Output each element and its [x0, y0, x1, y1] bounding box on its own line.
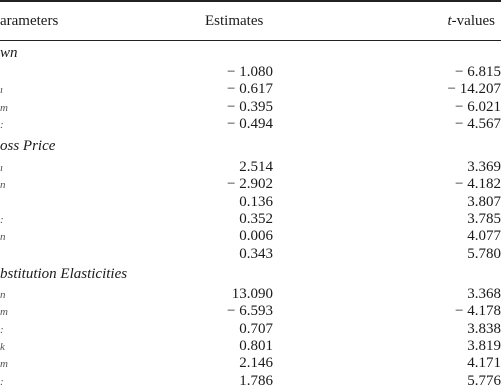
- section-title: oss Price: [0, 138, 56, 154]
- row-label: m: [0, 358, 8, 371]
- t-value-cell: 4.077: [467, 228, 501, 245]
- header-t-rest: -values: [451, 13, 495, 29]
- row-label: n: [0, 179, 6, 192]
- t-value-cell: 3.807: [467, 193, 501, 210]
- header-parameters: arameters: [0, 13, 59, 29]
- estimate-cell: − 1.080: [227, 64, 273, 80]
- t-value-cell: − 4.567: [455, 115, 501, 132]
- row-label: :: [0, 375, 4, 388]
- row-label: ı: [0, 162, 4, 174]
- estimate-cell: 2.146: [239, 355, 273, 372]
- estimate-cell: 0.352: [239, 210, 273, 227]
- t-value-cell: − 14.207: [447, 81, 501, 98]
- t-value-cell: 5.780: [467, 245, 501, 262]
- t-value-cell: 3.819: [467, 337, 501, 354]
- t-value-cell: 3.368: [467, 286, 501, 302]
- header-estimates: Estimates: [205, 13, 264, 29]
- header-t-italic: t: [447, 13, 452, 29]
- estimate-cell: 13.090: [231, 286, 273, 302]
- row-label: :: [0, 323, 4, 336]
- header-t-values: [448, 13, 496, 30]
- estimate-cell: − 0.617: [227, 81, 273, 98]
- row-label: m: [0, 101, 8, 114]
- t-value-cell: 3.785: [467, 210, 501, 227]
- t-value-cell: 5.776: [467, 372, 501, 389]
- estimate-cell: − 0.494: [227, 115, 273, 132]
- estimate-cell: 1.786: [239, 372, 273, 389]
- estimate-cell: − 0.395: [227, 98, 273, 115]
- estimate-cell: 2.514: [239, 159, 273, 175]
- estimate-cell: − 2.902: [227, 176, 273, 193]
- row-label: :: [0, 213, 4, 226]
- row-label: m: [0, 306, 8, 319]
- estimate-cell: 0.707: [239, 320, 273, 337]
- estimate-cell: 0.801: [239, 337, 273, 354]
- t-value-cell: 4.171: [467, 355, 501, 372]
- row-label: :: [0, 118, 4, 131]
- section-title: bstitution Elasticities: [0, 266, 128, 282]
- t-value-cell: 3.369: [467, 159, 501, 175]
- t-value-cell: − 4.178: [455, 303, 501, 320]
- t-value-cell: − 4.182: [455, 176, 501, 193]
- t-value-cell: 3.838: [467, 320, 501, 337]
- t-value-cell: − 6.815: [455, 64, 501, 80]
- estimate-cell: − 6.593: [227, 303, 273, 320]
- row-label: n: [0, 289, 6, 301]
- header-rule: [0, 40, 501, 41]
- row-label: n: [0, 231, 6, 244]
- top-rule: [0, 0, 501, 2]
- section-title: wn: [0, 45, 18, 61]
- row-label: k: [0, 340, 5, 353]
- estimate-cell: 0.343: [239, 245, 273, 262]
- row-label: ı: [0, 84, 4, 97]
- estimate-cell: 0.006: [239, 228, 273, 245]
- t-value-cell: − 6.021: [455, 98, 501, 115]
- estimate-cell: 0.136: [239, 193, 273, 210]
